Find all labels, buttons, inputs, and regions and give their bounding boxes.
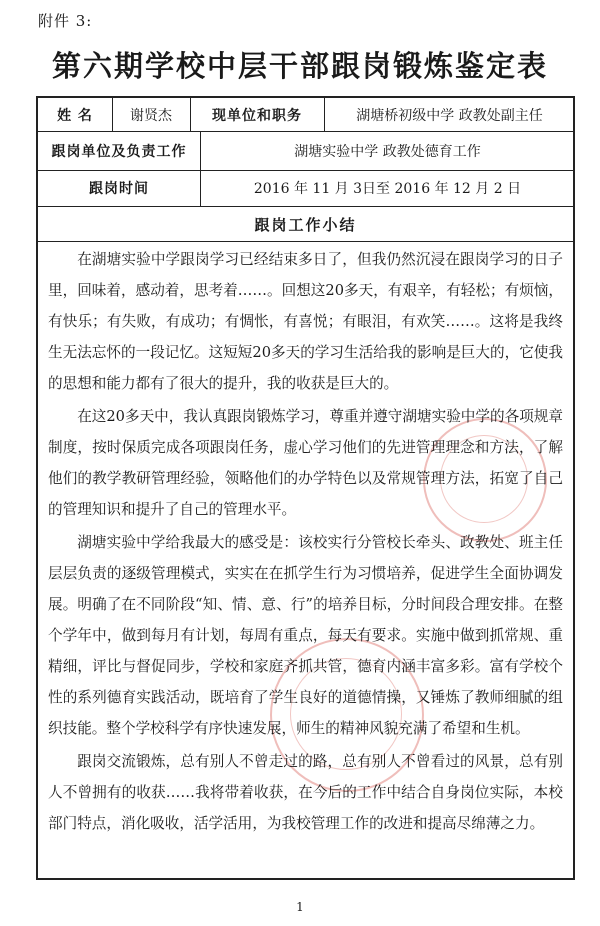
time-label: 跟岗时间: [89, 181, 149, 197]
attachment-label: 附件 3:: [38, 12, 93, 30]
position-label: 现单位和职务: [212, 107, 302, 124]
position-value: 湖塘桥初级中学 政教处副主任: [356, 107, 543, 124]
row-divider: [38, 241, 573, 242]
summary-title: 跟岗工作小结: [254, 216, 357, 234]
summary-paragraph: 在这20多天中，我认真跟岗锻炼学习，尊重并遵守湖塘实验中学的各项规章制度，按时保质完成各项跟岗任务，虚心学习他们的先进管理理念和方法，了解他们的教学教研管理经验，领略他们的办学特色以及常规管理方法，拓宽了自己的管理知识和提升了自己的管理水平。: [48, 408, 563, 518]
summary-paragraph: 跟岗交流锻炼，总有别人不曾走过的路，总有别人不曾看过的风景，总有别人不曾拥有的收获……我将带着收获，在今后的工作中结合自身岗位实际，本校部门特点，消化吸收，活学活用，为我校管理工作的改进和提高尽绵薄之力。: [48, 753, 563, 832]
summary-paragraph: 湖塘实验中学给我最大的感受是：该校实行分管校长牵头、政教处、班主任层层负责的逐级管理模式，实实在在抓学生行为习惯培养，促进学生全面协调发展。明确了在不同阶段“知、情、意、行”的培养目标，分时间段合理安排。在整个学年中，做到每月有计划，每周有重点，每天有要求。实施中做到抓常规、重精细，评比与督促同步，学校和家庭齐抓共管，德育内涵丰富多彩。富有学校个性的系列德育实践活动，既培育了学生良好的道德情操，又锤炼了教师细腻的组织技能。整个学校科学有序快速发展，师生的精神风貌充满了希望和生机。: [48, 534, 563, 737]
page-title: 第六期学校中层干部跟岗锻炼鉴定表: [51, 49, 548, 83]
page-number: 1: [296, 900, 304, 914]
unit-label: 跟岗单位及负责工作: [51, 143, 187, 160]
name-value: 谢贤杰: [130, 107, 172, 124]
summary-paragraph: 在湖塘实验中学跟岗学习已经结束多日了，但我仍然沉浸在跟岗学习的日子里，回味着，感动着，思考着……。回想这20多天，有艰辛，有轻松；有烦恼，有快乐；有失败，有成功；有惆怅，有喜悦；有眼泪，有欢笑……。这将是我终生无法忘怀的一段记忆。这短短20多天的学习生活给我的影响是巨大的，它使我的思想和能力都有了很大的提升，我的收获是巨大的。: [48, 251, 563, 392]
unit-value: 湖塘实验中学 政教处德育工作: [294, 143, 481, 160]
appraisal-form: [36, 96, 575, 880]
summary-body: [48, 244, 563, 841]
time-value: 2016 年 11 月 3日至 2016 年 12 月 2 日: [253, 181, 522, 197]
row-divider: [38, 206, 573, 207]
name-label: 姓 名: [57, 107, 93, 124]
